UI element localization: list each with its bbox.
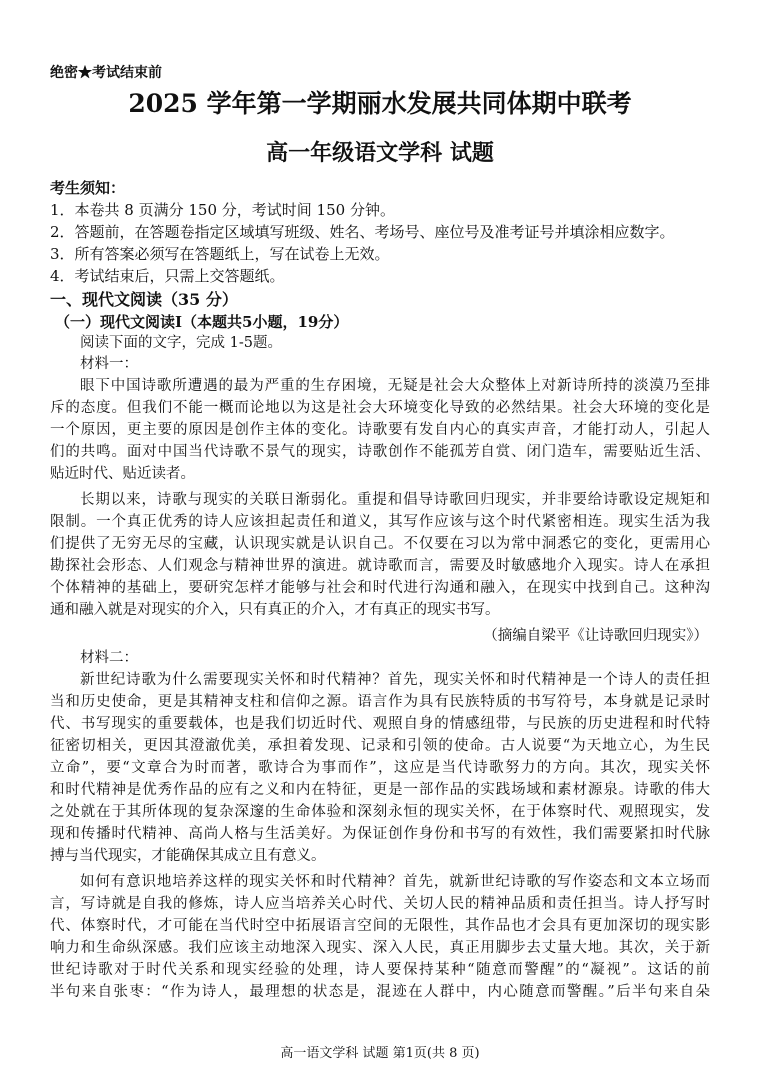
notice-item: 1．本卷共 8 页满分 150 分，考试时间 150 分钟。: [50, 201, 395, 219]
material2-line: 代、体察时代，才可能在当代时空中拓展语言空间的无限性，其作品也才会具有更加深切的现实影: [50, 918, 710, 934]
notice-item: 4．考试结束后，只需上交答题纸。: [50, 267, 285, 285]
material1-source: （摘编自梁平《让诗歌回归现实》）: [483, 628, 708, 644]
material1-line: 通和融入就是对现实的介入，只有真正的介入，才有真正的现实书写。: [50, 602, 500, 618]
material1-line: 眼下中国诗歌所遭遇的最为严重的生存困境，无疑是社会大众整体上对新诗所持的淡漠乃至排: [80, 378, 710, 394]
notice-heading: 考生须知：: [50, 179, 126, 197]
secret-label: 绝密★考试结束前: [50, 65, 162, 81]
material1-line: 勘探社会形态、人们观念与精神世界的演进。就诗歌而言，需要及时敏感地介入现实。诗人在承担: [50, 558, 710, 574]
material2-line: 言，写诗就是自我的修炼，诗人应当培养关心时代、关切人民的精神品质和责任担当。诗人抒写时: [50, 896, 710, 912]
material2-line: 立命”，要“文章合为时而著，歌诗合为事而作”，这应是当代诗歌努力的方向。其次，现实关怀: [50, 760, 710, 776]
section-heading: 一、现代文阅读（35 分）: [50, 290, 238, 309]
material2-line: 当和历史使命，更是其精神支柱和信仰之源。语言作为具有民族特质的书写符号，本身就是记录时: [50, 694, 710, 710]
material1-label: 材料一：: [80, 356, 138, 372]
page-footer: 高一语文学科 试题 第1页(共 8 页): [280, 1046, 480, 1061]
sub-section-heading: （一）现代文阅读Ⅰ（本题共5小题，19分）: [55, 313, 349, 331]
material2-line: 半句来自张枣：“作为诗人，最理想的状态是，混迹在人群中，内心随意而警醒。”后半句来自朵: [50, 984, 710, 1000]
material2-line: 世纪诗歌对于时代关系和现实经验的处理，诗人要保持某种“随意而警醒”的“凝视”。这话的前: [50, 962, 710, 978]
material2-line: 如何有意识地培养这样的现实关怀和时代精神？首先，就新世纪诗歌的写作姿态和文本立场而: [80, 874, 710, 890]
instruction: 阅读下面的文字，完成 1-5题。: [80, 335, 282, 351]
notice-item: 3．所有答案必须写在答题纸上，写在试卷上无效。: [50, 245, 390, 263]
material1-line: 贴近时代、贴近读者。: [50, 466, 195, 482]
material2-line: 和时代精神是优秀作品的应有之义和内在特征，更是一部作品的实践场域和素材源泉。诗歌的伟大: [50, 782, 710, 798]
material1-line: 限制。一个真正优秀的诗人应该担起责任和道义，其写作应该与这个时代紧密相连。现实生活为我: [50, 514, 710, 530]
subject-title: 高一年级语文学科 试题: [266, 140, 494, 166]
exam-title: 2025 学年第一学期丽水发展共同体期中联考: [128, 89, 632, 118]
material2-line: 搏与当代现实，才能确保其成立且有意义。: [50, 848, 326, 864]
material2-line: 征密切相关，更因其澄澈优美，承担着发现、记录和引领的使命。古人说要“为天地立心，为生民: [50, 738, 710, 754]
notice-item: 2．答题前，在答题卷指定区域填写班级、姓名、考场号、座位号及准考证号并填涂相应数字。: [50, 223, 675, 241]
material2-label: 材料二：: [80, 650, 138, 666]
material1-line: 一个原因，更主要的原因是创作主体的变化。诗歌要有发自内心的真实声音，才能打动人，引起人: [50, 422, 710, 438]
material2-line: 代、书写现实的重要载体，也是我们切近时代、观照自身的情感纽带，与民族的历史进程和时代特: [50, 716, 710, 732]
material1-line: 斥的态度。但我们不能一概而论地以为这是社会大环境变化导致的必然结果。社会大环境的变化是: [50, 400, 710, 416]
material1-line: 们提供了无穷无尽的宝藏，认识现实就是认识自己。不仅要在习以为常中洞悉它的变化，更需用心: [50, 536, 710, 552]
material2-line: 响力和生命纵深感。我们应该主动地深入现实、深入人民，真正用脚步去丈量大地。其次，关于新: [50, 940, 710, 956]
material2-line: 现和传播时代精神、高尚人格与生活美好。为保证创作身份和书写的有效性，我们需要紧扣时代脉: [50, 826, 710, 842]
material2-line: 新世纪诗歌为什么需要现实关怀和时代精神？首先，现实关怀和时代精神是一个诗人的责任担: [80, 672, 710, 688]
material1-line: 个体精神的基础上，要研究怎样才能够与社会和时代进行沟通和融入，在现实中找到自己。这种沟: [50, 580, 710, 596]
material2-line: 之处就在于其所体现的复杂深邃的生命体验和深刻永恒的现实关怀，在于体察时代、观照现实，发: [50, 804, 710, 820]
material1-line: 们的共鸣。面对中国当代诗歌不景气的现实，诗歌创作不能孤芳自赏、闭门造车，需要贴近生活、: [50, 444, 710, 460]
material1-line: 长期以来，诗歌与现实的关联日渐弱化。重提和倡导诗歌回归现实，并非要给诗歌设定规矩和: [80, 492, 710, 508]
